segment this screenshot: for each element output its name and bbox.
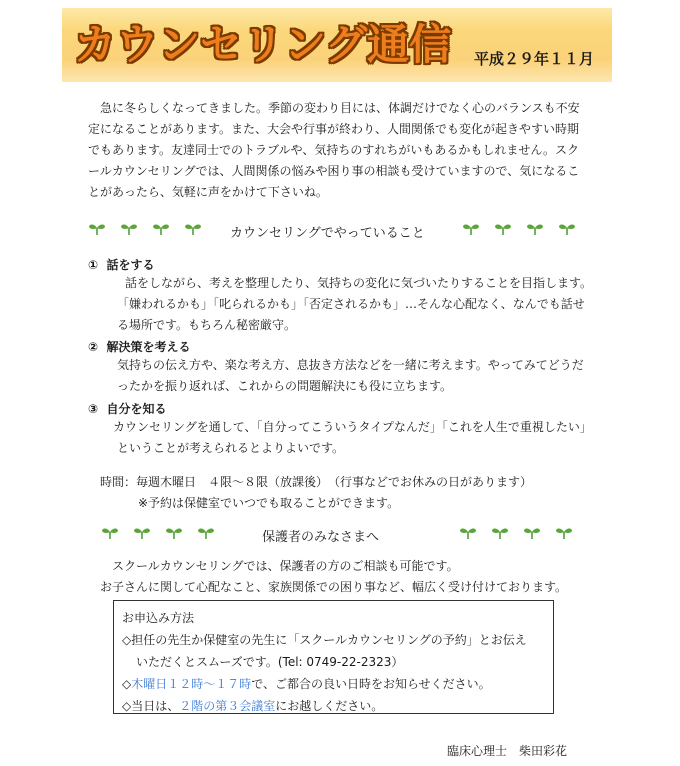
signature: 臨床心理士 柴田彩花: [447, 744, 568, 758]
sprout-row-left-2: [101, 526, 215, 540]
intro-paragraph: [88, 98, 580, 203]
sprout-icon: [88, 222, 106, 236]
sprout-icon: [184, 222, 202, 236]
sprout-icon: [462, 222, 480, 236]
application-line: [122, 673, 553, 695]
item-number: ①: [88, 258, 99, 272]
intro-line: でもあります。友達同士でのトラブルや、気持ちのすれちがいもあるかもしれません。スク: [88, 143, 580, 157]
item-number: ②: [88, 340, 99, 354]
item-line: 話をしながら、考えを整理したり、気持ちの変化に気づいたりすることを目指します。: [125, 276, 593, 290]
intro-line: 急に冬らしくなってきました。季節の変わり目には、体調だけでなく心のバランスも不安: [100, 101, 580, 115]
item-line: る場所です。もちろん秘密厳守。: [117, 318, 297, 332]
item-1-body: [113, 273, 592, 336]
parents-paragraph: [100, 556, 567, 598]
sprout-icon: [491, 526, 509, 540]
item-title-text: 自分を知る: [106, 402, 167, 416]
time-highlight: 木曜日１２時～１７時: [131, 677, 252, 691]
issue-date: 平成２９年１１月: [474, 50, 595, 68]
parents-line: お子さんに関して心配なこと、家族関係での困り事など、幅広く受け付けております。: [100, 580, 568, 594]
sprout-icon: [523, 526, 541, 540]
sprout-row-right-2: [459, 526, 573, 540]
sprout-icon: [197, 526, 215, 540]
application-title: お申込み方法: [122, 611, 195, 625]
sprout-icon: [555, 526, 573, 540]
sprout-icon: [494, 222, 512, 236]
application-line: いただくとスムーズです。(Tel: 0749-22-2323）: [136, 655, 404, 669]
sprout-icon: [526, 222, 544, 236]
sprout-icon: [165, 526, 183, 540]
newsletter-title: カウンセリング通信: [74, 20, 452, 69]
sprout-icon: [120, 222, 138, 236]
item-number: ③: [88, 402, 99, 416]
item-line: カウンセリングを通して、「自分ってこういうタイプなんだ」「これを人生で重視したい」: [113, 420, 592, 434]
counseling-time: 時間：毎週木曜日 ４限～８限（放課後） （行事などでお休みの日があります）: [100, 475, 533, 489]
item-3-body: [113, 417, 592, 459]
application-text: ◇当日は、: [122, 699, 180, 713]
application-line: [122, 695, 553, 717]
sprout-row-left-1: [88, 222, 202, 236]
item-line: 「嫌われるかも」「叱られるかも」「否定されるかも」…そんな心配なく、なんでも話せ: [117, 297, 585, 311]
item-title-text: 解決策を考える: [106, 340, 191, 354]
bullet: ◇: [122, 677, 132, 691]
location-highlight: ２階の第３会議室: [179, 699, 276, 713]
item-line: ったかを振り返れば、これからの問題解決にも役に立ちます。: [117, 379, 453, 393]
item-title-text: 話をする: [106, 258, 155, 272]
newsletter-header: [62, 8, 612, 82]
sprout-icon: [101, 526, 119, 540]
section-heading-counseling: カウンセリングでやっていること: [230, 226, 425, 241]
sprout-icon: [152, 222, 170, 236]
item-1-title: [88, 256, 155, 273]
item-2-title: [88, 338, 191, 355]
sprout-icon: [133, 526, 151, 540]
sprout-row-right-1: [462, 222, 576, 236]
intro-line: ールカウンセリングでは、人間関係の悩みや困り事の相談も受けていますので、気になるこ: [88, 164, 580, 178]
application-text: にお越しください。: [275, 699, 384, 713]
intro-line: 定になることがあります。また、大会や行事が終わり、人間関係でも変化が起きやすい時期: [88, 122, 580, 136]
item-line: ということが考えられるとよりよいです。: [117, 441, 345, 455]
sprout-icon: [558, 222, 576, 236]
parents-line: スクールカウンセリングでは、保護者の方のご相談も可能です。: [112, 559, 459, 573]
reservation-note: ※予約は保健室でいつでも取ることができます。: [138, 496, 400, 510]
sprout-icon: [459, 526, 477, 540]
application-line: ◇担任の先生か保健室の先生に「スクールカウンセリングの予約」とお伝え: [122, 633, 527, 647]
application-text: で、ご都合の良い日時をお知らせください。: [251, 677, 491, 691]
section-heading-parents: 保護者のみなさまへ: [262, 530, 380, 545]
item-line: 気持ちの伝え方や、楽な考え方、息抜き方法などを一緒に考えます。やってみてどうだ: [117, 358, 584, 372]
item-2-body: [113, 355, 584, 397]
application-box: [113, 600, 554, 714]
intro-line: とがあったら、気軽に声をかけて下さいね。: [88, 185, 328, 199]
item-3-title: [88, 400, 167, 417]
